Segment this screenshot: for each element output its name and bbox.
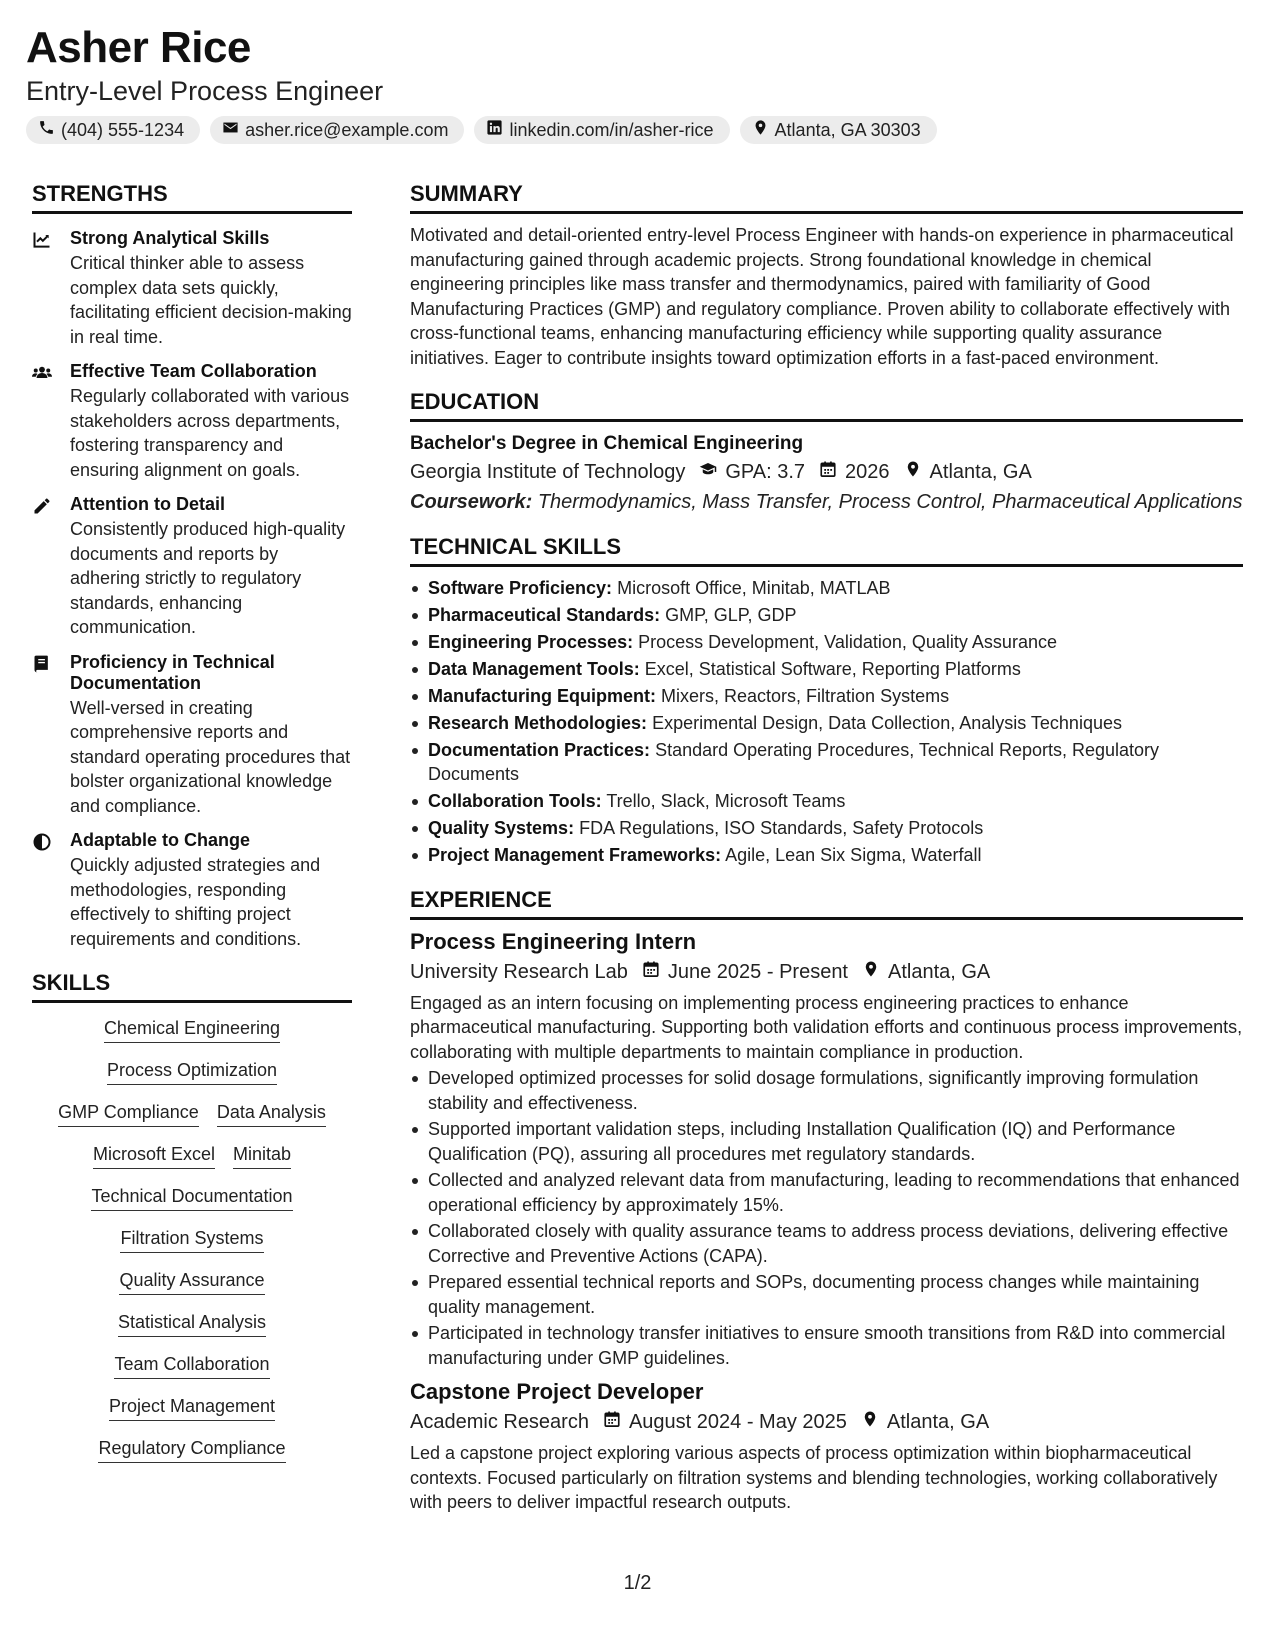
strength-item	[32, 361, 352, 482]
resume-header	[26, 22, 1246, 144]
strength-item	[32, 652, 352, 819]
skill-category: Quality Systems:	[428, 818, 575, 838]
experience-heading: EXPERIENCE	[410, 886, 1243, 920]
skill-tag: Process Optimization	[107, 1059, 277, 1085]
book-icon	[32, 652, 70, 819]
contact-linkedin[interactable]	[474, 116, 729, 144]
skill-category: Pharmaceutical Standards:	[428, 604, 661, 625]
strength-title: Effective Team Collaboration	[70, 361, 317, 381]
location-text: Atlanta, GA 30303	[774, 120, 921, 140]
list-item	[410, 843, 1243, 868]
half-circle-icon	[32, 830, 70, 951]
education-meta	[410, 459, 1243, 485]
graduation-cap-icon	[699, 459, 717, 485]
job-description: Led a capstone project exploring various aspects of process optimization within biopharmaceutical contexts. Focused particularly on filtration systems and blending technologies, working collaboratively with peers to deliver impactful research outputs.	[410, 1443, 1218, 1512]
list-item	[410, 684, 1243, 709]
right-column	[410, 180, 1243, 1515]
job-location: Atlanta, GA	[888, 960, 991, 983]
skill-category: Project Management Frameworks:	[428, 845, 722, 865]
map-pin-icon	[862, 959, 880, 985]
skill-values: Excel, Statistical Software, Reporting Platforms	[644, 658, 1021, 679]
skill-values: Mixers, Reactors, Filtration Systems	[661, 685, 950, 706]
left-column	[32, 180, 352, 1479]
job-bullets	[410, 1066, 1243, 1370]
gpa-text: GPA: 3.7	[725, 461, 806, 483]
list-item: Collaborated closely with quality assurance teams to address process deviations, delivering effective Corrective and Preventive Actions (CAPA).	[410, 1219, 1243, 1268]
skill-values: FDA Regulations, ISO Standards, Safety Protocols	[579, 818, 984, 838]
skill-tag: Data Analysis	[217, 1101, 326, 1127]
experience-section	[410, 886, 1243, 1515]
list-item: Participated in technology transfer initiatives to ensure smooth transitions from R&D into commercial manufacturing under GMP guidelines.	[410, 1321, 1243, 1370]
candidate-title: Entry-Level Process Engineer	[26, 76, 384, 106]
strength-item	[32, 228, 352, 349]
skill-values: Trello, Slack, Microsoft Teams	[606, 791, 846, 811]
pencil-icon	[32, 494, 70, 640]
education-section	[410, 388, 1243, 515]
users-icon	[32, 361, 70, 482]
list-item	[410, 603, 1243, 628]
contact-email[interactable]	[210, 116, 464, 144]
coursework-label: Coursework:	[410, 491, 533, 513]
education-heading: EDUCATION	[410, 388, 1243, 422]
skill-tag: Technical Documentation	[91, 1185, 292, 1211]
skill-category: Data Management Tools:	[428, 658, 640, 679]
skill-values: Standard Operating Procedures, Technical Reports, Regulatory Documents	[428, 739, 1160, 784]
page-number: 1/2	[623, 1572, 652, 1594]
calendar-icon	[642, 959, 660, 985]
strengths-heading: STRENGTHS	[32, 180, 352, 214]
skill-tag: GMP Compliance	[58, 1101, 199, 1127]
job-org: Academic Research	[410, 1411, 589, 1433]
skill-category: Manufacturing Equipment:	[428, 685, 656, 706]
list-item: Developed optimized processes for solid dosage formulations, significantly improving formulation stability and effectiveness.	[410, 1066, 1243, 1115]
summary-heading: SUMMARY	[410, 180, 1243, 214]
strengths-list	[32, 228, 352, 951]
graduation-year: 2026	[845, 461, 890, 483]
candidate-name: Asher Rice	[26, 23, 251, 72]
envelope-icon	[222, 119, 239, 141]
list-item	[410, 738, 1243, 787]
degree-title: Bachelor's Degree in Chemical Engineering	[410, 433, 804, 454]
phone-text: (404) 555-1234	[61, 120, 185, 140]
coursework	[410, 490, 1243, 515]
linkedin-icon	[486, 119, 503, 141]
skill-tag: Statistical Analysis	[118, 1311, 266, 1337]
strength-title: Adaptable to Change	[70, 830, 251, 850]
job-org: University Research Lab	[410, 960, 628, 983]
list-item: Prepared essential technical reports and SOPs, documenting process changes while maintaining quality management.	[410, 1270, 1243, 1319]
job-title: Process Engineering Intern	[410, 928, 697, 954]
skill-category: Software Proficiency:	[428, 577, 613, 598]
technical-skills-heading: TECHNICAL SKILLS	[410, 533, 1243, 567]
strength-title: Attention to Detail	[70, 494, 225, 514]
job-dates: June 2025 - Present	[667, 960, 848, 983]
skill-tag: Regulatory Compliance	[98, 1437, 285, 1463]
skills-section	[32, 969, 352, 1463]
map-pin-icon	[904, 459, 922, 485]
email-text: asher.rice@example.com	[245, 120, 449, 140]
list-item	[410, 576, 1243, 601]
skill-category: Documentation Practices:	[428, 739, 651, 760]
strength-desc: Well-versed in creating comprehensive reports and standard operating procedures that bolster organizational knowledge and compliance.	[70, 697, 351, 816]
contact-phone[interactable]	[26, 116, 200, 144]
experience-entry	[410, 1378, 1243, 1515]
skill-category: Collaboration Tools:	[428, 791, 602, 811]
contact-bar	[26, 116, 1246, 144]
list-item	[410, 630, 1243, 655]
skill-tag: Team Collaboration	[114, 1353, 269, 1379]
summary-text: Motivated and detail-oriented entry-level Process Engineer with hands-on experience in pharmaceutical manufacturing gained through academic projects. Strong foundational knowledge in chemical engineering principles like mass transfer and thermodynamics, paired with familiarity of Good Manufacturing Practices (GMP) and regulatory compliance. Proven ability to collaborate effectively with cross-functional teams, enhancing manufacturing efficiency while supporting quality assurance initiatives. Eager to contribute insights toward optimization efforts in a fast-paced environment.	[410, 225, 1234, 368]
skill-values: Experimental Design, Data Collection, Analysis Techniques	[652, 712, 1122, 733]
school-name: Georgia Institute of Technology	[410, 461, 686, 483]
skill-category: Engineering Processes:	[428, 631, 634, 652]
list-item	[410, 789, 1243, 814]
list-item	[410, 657, 1243, 682]
skills-heading: SKILLS	[32, 969, 352, 1003]
job-dates: August 2024 - May 2025	[628, 1411, 847, 1433]
education-location: Atlanta, GA	[929, 461, 1032, 483]
list-item: Collected and analyzed relevant data from manufacturing, leading to recommendations that enhanced operational efficiency by approximately 15%.	[410, 1168, 1243, 1217]
skill-tag: Chemical Engineering	[104, 1017, 280, 1043]
skill-values: Microsoft Office, Minitab, MATLAB	[617, 577, 891, 598]
job-location: Atlanta, GA	[886, 1411, 990, 1433]
contact-location[interactable]	[740, 116, 937, 144]
list-item: Supported important validation steps, including Installation Qualification (IQ) and Performance Qualification (PQ), assuring all procedures met regulatory standards.	[410, 1117, 1243, 1166]
job-meta	[410, 959, 1243, 985]
strength-item	[32, 494, 352, 640]
trend-chart-icon	[32, 228, 70, 349]
list-item	[410, 816, 1243, 841]
job-title: Capstone Project Developer	[410, 1379, 704, 1404]
job-meta	[410, 1409, 1243, 1435]
technical-skills-section	[410, 533, 1243, 868]
experience-entry	[410, 928, 1243, 1371]
skill-values: Agile, Lean Six Sigma, Waterfall	[725, 845, 982, 865]
skill-category: Research Methodologies:	[428, 712, 648, 733]
list-item	[410, 711, 1243, 736]
coursework-text: Thermodynamics, Mass Transfer, Process Control, Pharmaceutical Applications	[537, 491, 1243, 513]
skill-values: GMP, GLP, GDP	[665, 604, 797, 625]
job-description: Engaged as an intern focusing on implementing process engineering practices to enhance pharmaceutical manufacturing. Supporting both validation efforts and continuous process improvements, collaborating with multiple departments to maintain compliance in production.	[410, 992, 1243, 1062]
calendar-icon	[603, 1409, 621, 1435]
map-pin-icon	[752, 119, 769, 141]
map-pin-icon	[861, 1409, 879, 1435]
skill-tag: Microsoft Excel	[93, 1143, 215, 1169]
strength-desc: Quickly adjusted strategies and methodologies, responding effectively to shifting project requirements and conditions.	[70, 855, 321, 949]
skill-tag: Filtration Systems	[120, 1227, 263, 1253]
strength-title: Proficiency in Technical Documentation	[70, 651, 275, 693]
linkedin-text: linkedin.com/in/asher-rice	[509, 120, 714, 140]
calendar-icon	[819, 459, 837, 485]
skill-tag: Project Management	[109, 1395, 275, 1421]
skill-values: Process Development, Validation, Quality Assurance	[638, 631, 1057, 652]
phone-icon	[38, 119, 55, 141]
strength-desc: Regularly collaborated with various stakeholders across departments, fostering transparency and ensuring alignment on goals.	[70, 386, 350, 480]
strength-item	[32, 830, 352, 951]
skill-tag: Minitab	[233, 1143, 291, 1169]
strength-title: Strong Analytical Skills	[70, 228, 270, 248]
technical-skills-list	[410, 576, 1243, 868]
skill-tag: Quality Assurance	[119, 1269, 264, 1295]
skills-list	[32, 1017, 352, 1463]
strength-desc: Consistently produced high-quality documents and reports by adhering strictly to regulatory standards, enhancing communication.	[70, 519, 346, 637]
strength-desc: Critical thinker able to assess complex data sets quickly, facilitating efficient decision-making in real time.	[70, 253, 352, 347]
